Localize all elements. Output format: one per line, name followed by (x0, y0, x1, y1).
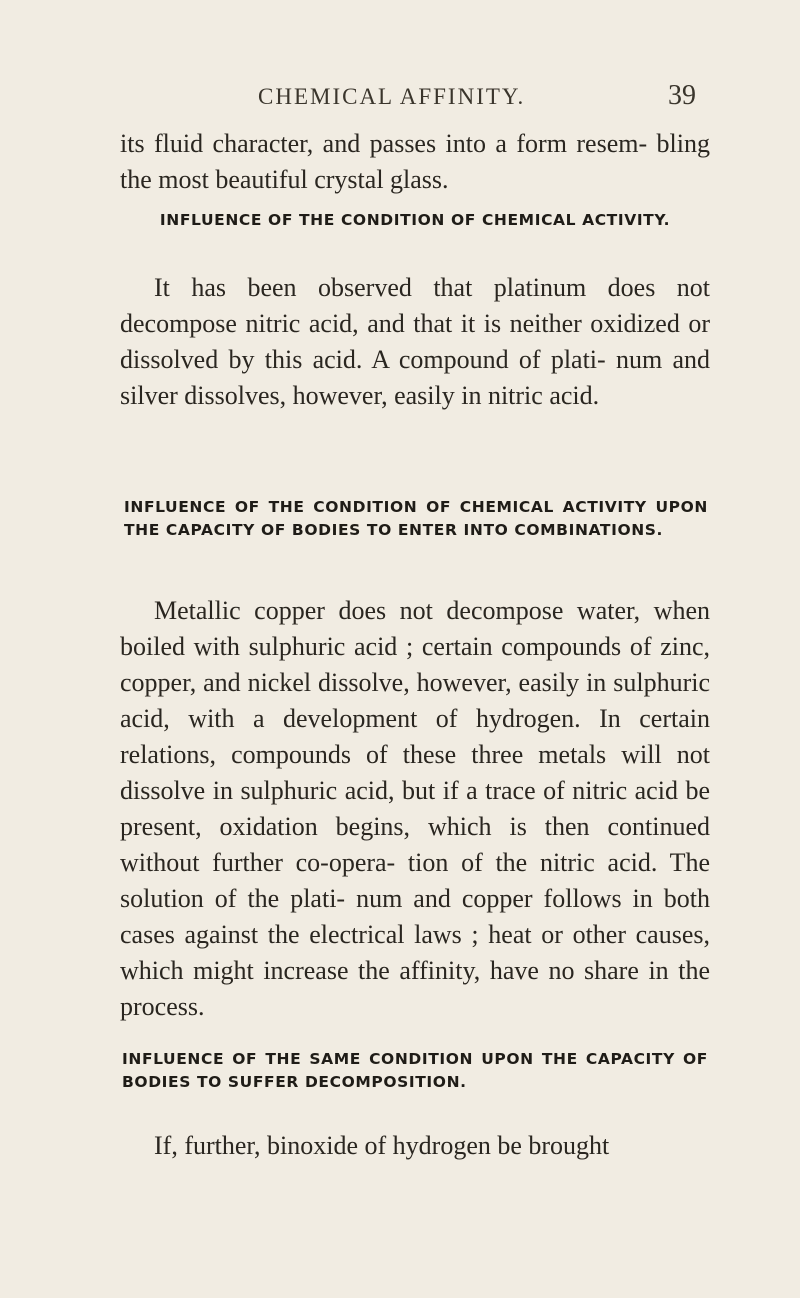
paragraph-binoxide (120, 1128, 710, 1164)
heading-text: INFLUENCE OF THE CONDITION OF CHEMICAL ACTIVITY UPON THE CAPACITY OF BODIES TO ENTER INTO COMBINATIONS. (124, 498, 708, 539)
section-heading-condition (118, 209, 712, 232)
paragraph-text: Metallic copper does not decompose water, when boiled with sulphuric acid ; certain compounds of zinc, copper, and nickel dissolve, however, easily in sulphuric acid, with a development of hydrogen. In certain relations, compounds of these three metals will not dissolve in sulphuric acid, but if a trace of nitric acid be present, oxidation begins, which is then continued without further co-opera- tion of the nitric acid. The solution of the plati- num and copper follows in both cases against the electrical laws ; heat or other causes, which might increase the affinity, have no share in the process. (120, 596, 710, 1021)
running-head: CHEMICAL AFFINITY. (258, 84, 526, 109)
paragraph-copper (120, 593, 710, 1025)
section-heading-decomposition (122, 1048, 708, 1094)
paragraph-text: its fluid character, and passes into a form resem- bling the most beautiful crystal glass. (120, 129, 710, 194)
page-number: 39 (668, 80, 696, 111)
section-heading-combinations (124, 496, 708, 542)
paragraph-text: If, further, binoxide of hydrogen be brought (154, 1131, 610, 1160)
paragraph-platinum (120, 270, 710, 414)
heading-text: INFLUENCE OF THE CONDITION OF CHEMICAL ACTIVITY. (159, 211, 671, 229)
heading-text: INFLUENCE OF THE SAME CONDITION UPON THE CAPACITY OF BODIES TO SUFFER DECOMPOSITION. (122, 1050, 708, 1091)
paragraph-text: It has been observed that platinum does not decompose nitric acid, and that it is neither oxidized or dissolved by this acid. A compound of plati- num and silver dissolves, however, easily in nitric acid. (120, 273, 710, 410)
paragraph-continued (120, 126, 710, 198)
